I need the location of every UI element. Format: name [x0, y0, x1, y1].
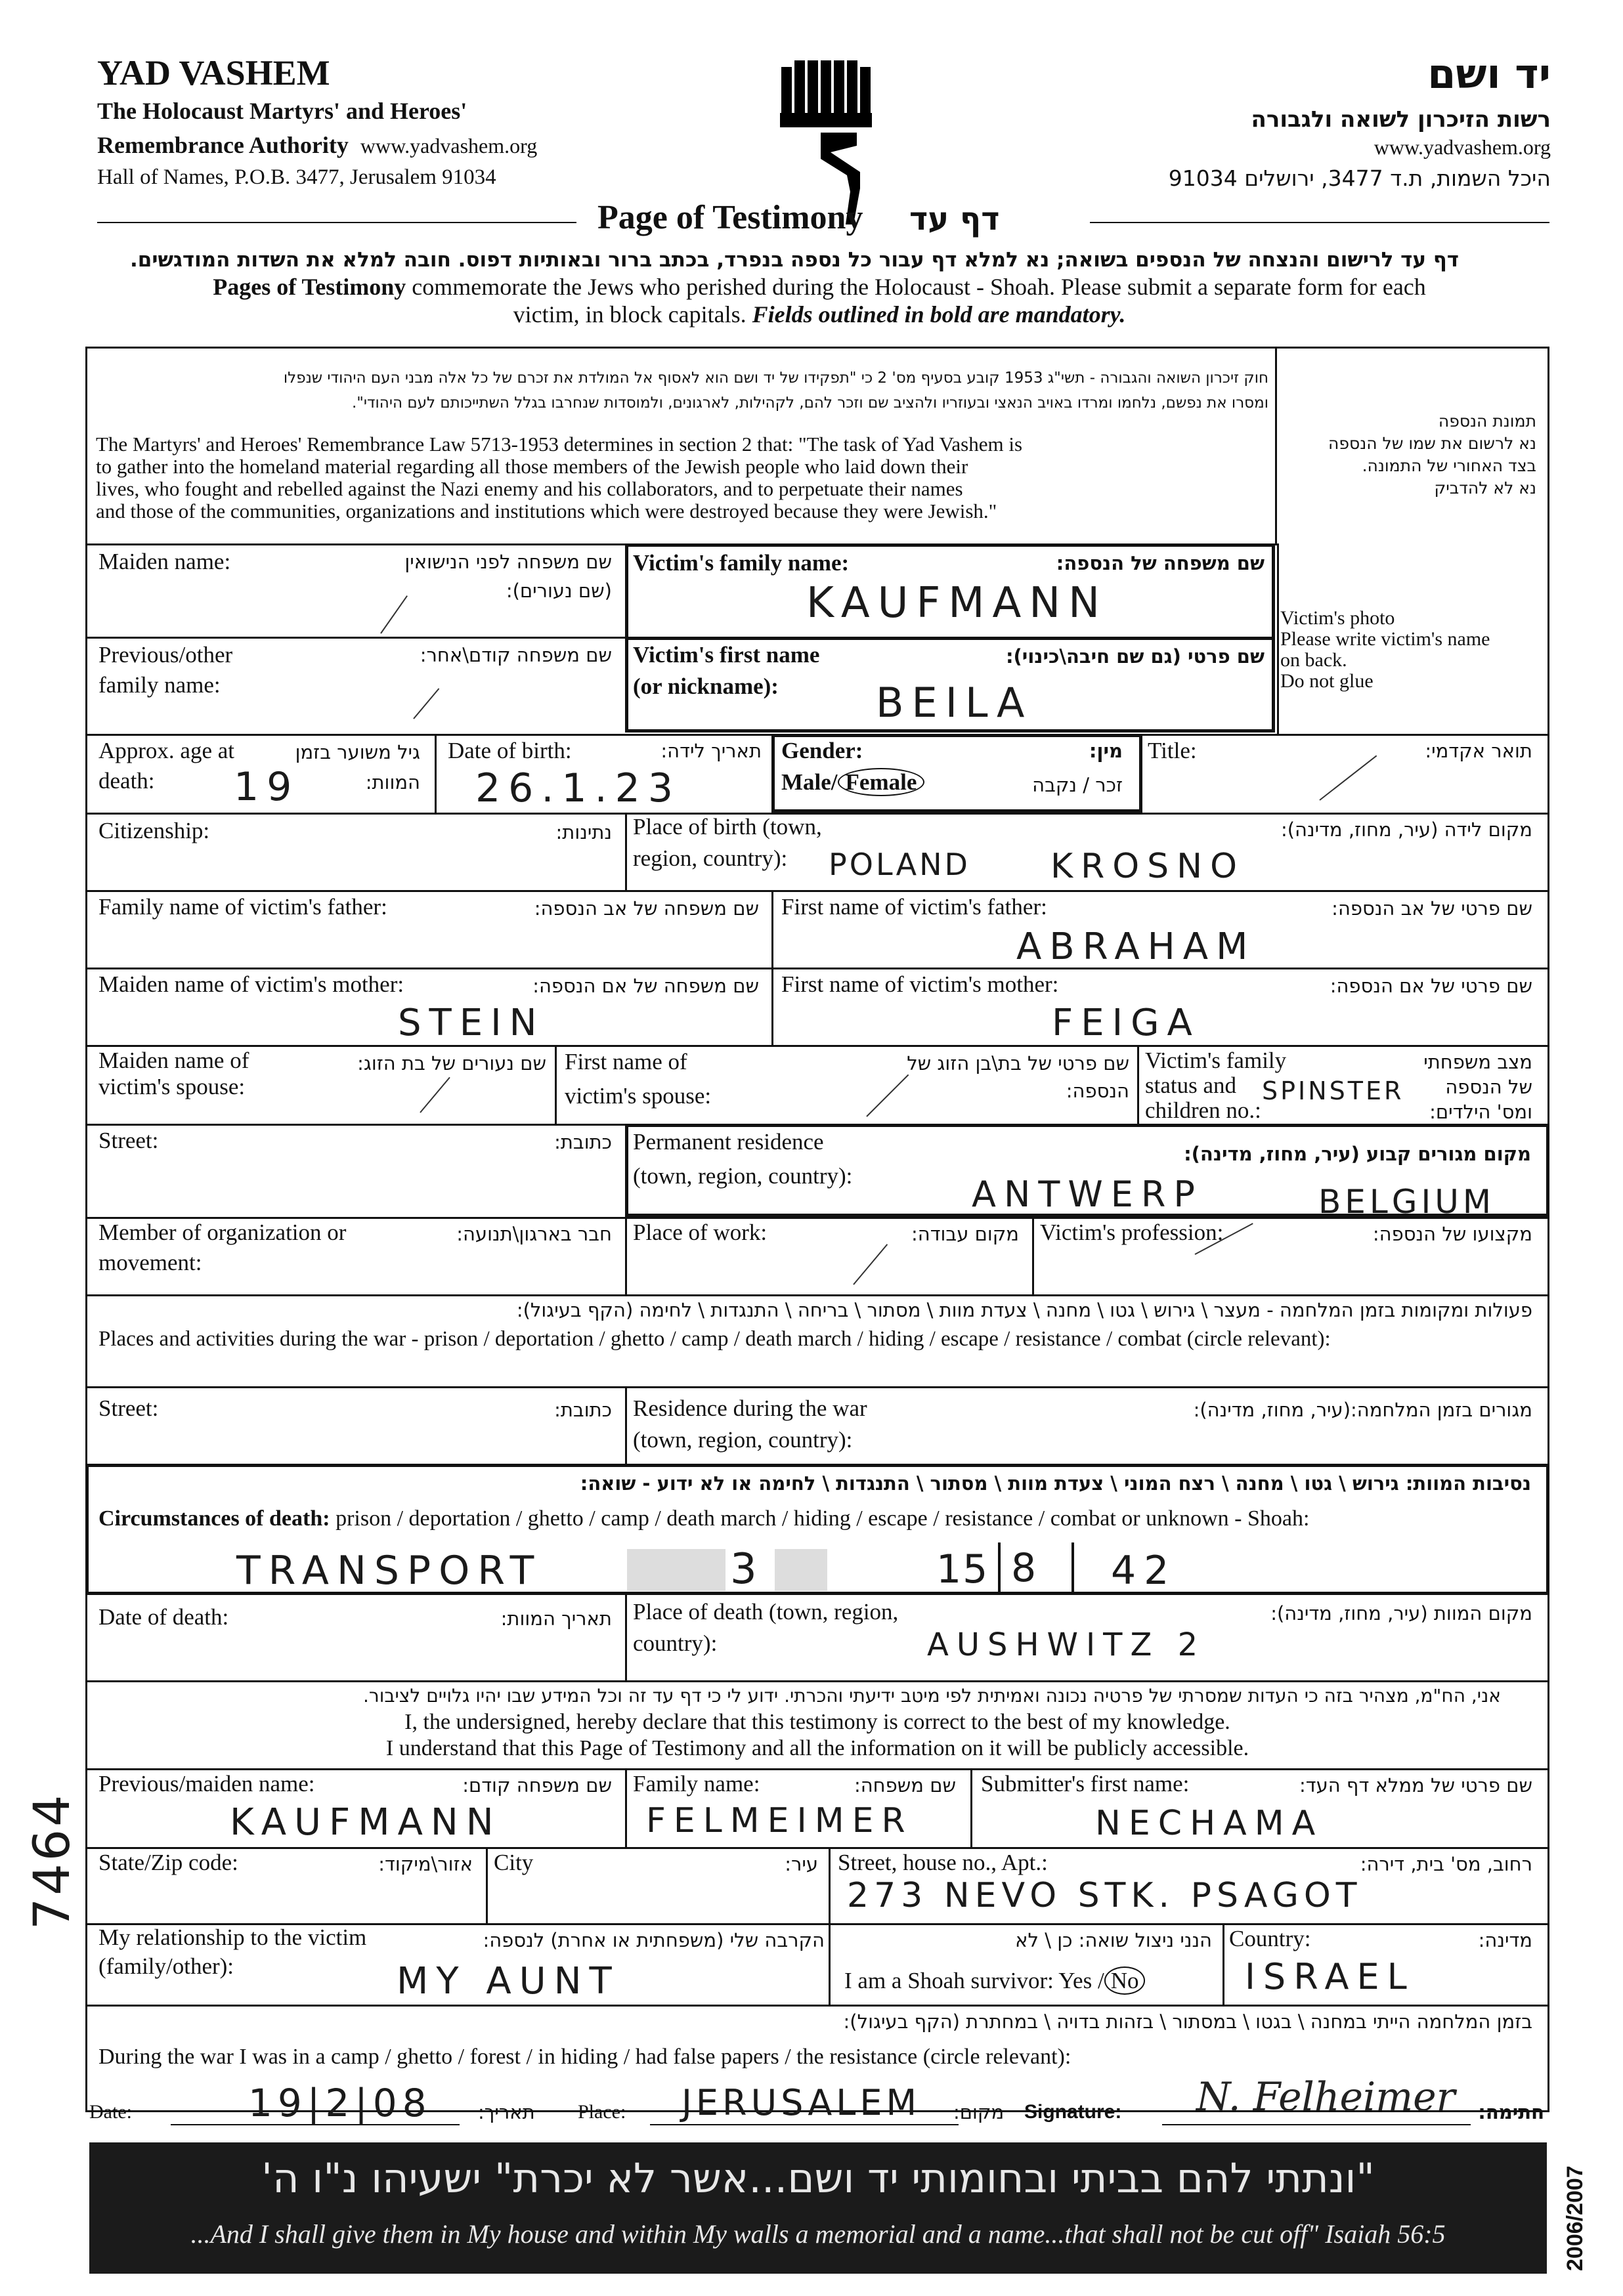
country-value[interactable]: ISRAEL — [1245, 1956, 1415, 1997]
circumstances-year-value[interactable]: 42 — [1111, 1548, 1177, 1594]
submitter-street-label-he: רחוב, מס' בית, דירה: — [1360, 1853, 1532, 1875]
mother-first-label: First name of victim's mother: — [781, 971, 1059, 997]
circumstances-label: Circumstances of death: prison / deportation / ghetto / camp / death march / hiding / escape / resistance / combat or unknown - Shoah: — [98, 1506, 1310, 1531]
title-label: Title: — [1148, 738, 1197, 763]
quote-en: ...And I shall give them in My house and within My walls a memorial and a name...that shall not be cut off" Isaiah 56:5 — [190, 2219, 1446, 2249]
quote-banner — [89, 2142, 1547, 2274]
member-label-2: movement: — [98, 1250, 202, 1275]
submitter-street-value[interactable]: 273 NEVO STK. PSAGOT — [847, 1876, 1362, 1915]
father-first-label: First name of victim's father: — [781, 894, 1047, 920]
place-value[interactable]: JERUSALEM — [682, 2082, 921, 2123]
circumstances-label-he: נסיבות המוות: גירוש \ גטו \ מחנה \ רצח המוני \ צעדת מוות \ מסתור \ התנגדות \ לחימה או לא ידוע - שואה: — [580, 1472, 1531, 1495]
pob-label-he: מקום לידה (עיר, מחוז, מדינה): — [1280, 818, 1532, 841]
maiden-name-label: Maiden name: — [98, 549, 231, 574]
war-experience-label: During the war I was in a camp / ghetto / forest / in hiding / had false papers / the resistance (circle relevant): — [98, 2045, 1071, 2069]
gender-label-he: מין: — [1089, 740, 1123, 762]
spouse-first-label-2: victim's spouse: — [565, 1083, 712, 1109]
circumstances-number-value[interactable]: 3 — [730, 1545, 765, 1594]
war-residence-label-2: (town, region, country): — [633, 1427, 853, 1453]
submitter-family-label: Family name: — [633, 1771, 760, 1796]
date-value[interactable]: 19|2|08 — [248, 2081, 432, 2125]
header-rule-right — [1090, 222, 1549, 223]
street-label-he: כתובת: — [554, 1131, 612, 1153]
law-text-en-1: The Martyrs' and Heroes' Remembrance Law 5713-1953 determines in section 2 that: "The task of Yad Vashem is — [96, 433, 1023, 456]
family-status-value[interactable]: SPINSTER — [1262, 1076, 1404, 1105]
signature-value[interactable]: N. Felheimer — [1196, 2074, 1456, 2120]
photo-en-2: Please write victim's name — [1280, 628, 1490, 650]
org-name-he: יד ושם — [1427, 50, 1551, 98]
street-label: Street: — [98, 1128, 159, 1153]
website-he[interactable]: www.yadvashem.org — [1374, 135, 1551, 159]
row-rule — [85, 1847, 1549, 1849]
row-rule — [85, 1045, 1549, 1047]
date-label: Date: — [89, 2101, 132, 2123]
first-name-label-he: שם פרטי (גם שם חיבה\כינוי): — [1005, 645, 1265, 668]
law-text-en-2: to gather into the homeland material regarding all those members of the Jewish people who laid down their — [96, 455, 968, 478]
address-he: היכל השמות, ת.ד 3477, ירושלים 91034 — [1168, 165, 1551, 191]
places-label-he: פעולות ומקומות בזמן המלחמה - מעצר \ גירוש \ גטו \ מחנה \ צעדת מוות \ מסתור \ בריחה \ התנגדות \ לחימה (הקף בעיגול): — [516, 1299, 1532, 1321]
col-rule — [435, 734, 437, 813]
relationship-label-2: (family/other): — [98, 1953, 234, 1979]
spouse-maiden-label: Maiden name of — [98, 1048, 249, 1073]
spouse-maiden-label-he: שם נעורים של בת הזוג: — [357, 1052, 546, 1074]
circumstances-month-value[interactable]: 8 — [1011, 1545, 1045, 1591]
family-status-label: Victim's family — [1145, 1048, 1287, 1073]
col-rule — [625, 1217, 627, 1294]
address-en: Hall of Names, P.O.B. 3477, Jerusalem 91034 — [97, 165, 496, 189]
citizenship-label: Citizenship: — [98, 818, 210, 843]
row-rule — [85, 1386, 1549, 1388]
father-first-name-value[interactable]: ABRAHAM — [1016, 925, 1256, 968]
maiden-name-label-he: שם משפחה לפני הנישואין — [404, 551, 612, 573]
quote-he: "ונתתי להם בביתי ובחומותי יד ושם...אשר לא יכרת" ישעיהו נ"ו ה' — [261, 2154, 1375, 2202]
place-of-death-value[interactable]: AUSHWITZ 2 — [927, 1626, 1206, 1663]
col-rule — [625, 1768, 627, 1847]
photo-en-3: on back. — [1280, 649, 1347, 671]
submitter-first-label-he: שם פרטי של ממלא דף העד: — [1299, 1774, 1532, 1796]
spouse-first-label-he-2: הנספה: — [1066, 1080, 1129, 1102]
submitter-prev-name-label: Previous/maiden name: — [98, 1771, 315, 1796]
pod-label-he: מקום המוות (עיר, מחוז, מדינה): — [1270, 1602, 1532, 1625]
instructions-en-2: victim, in block capitals. Fields outlined in bold are mandatory. — [513, 301, 1126, 328]
citizenship-label-he: נתינות: — [555, 821, 612, 843]
father-first-label-he: שם פרטי של אב הנספה: — [1331, 897, 1532, 920]
profession-label: Victim's profession: — [1040, 1220, 1224, 1245]
first-name-label-2: (or nickname): — [633, 673, 779, 699]
war-street-label: Street: — [98, 1395, 159, 1421]
age-label-he-2: המוות: — [365, 771, 420, 794]
photo-he-4: נא לא להדביק — [1434, 478, 1536, 498]
org-subtitle-en-2: Remembrance Authority www.yadvashem.org — [97, 132, 538, 158]
signature-label: Signature: — [1024, 2101, 1122, 2123]
family-name-label: Victim's family name: — [633, 550, 850, 576]
signature-line — [1162, 2124, 1471, 2125]
family-status-label-he-3: ומס' הילדים: — [1429, 1101, 1532, 1123]
dob-label-he: תאריך לידה: — [660, 740, 762, 762]
row-rule — [85, 1680, 1549, 1682]
submitter-prev-name-label-he: שם משפחה קודם: — [462, 1774, 612, 1796]
war-street-label-he: כתובת: — [554, 1399, 612, 1421]
survivor-selected[interactable]: No — [1104, 1966, 1146, 1995]
submitter-street-label: Street, house no., Apt.: — [838, 1850, 1048, 1875]
place-label-he: מקום: — [953, 2101, 1005, 2123]
redacted-mark — [775, 1549, 827, 1591]
org-subtitle-he: רשות הזיכרון לשואה ולגבורה — [1251, 106, 1551, 133]
form-title-he: דף עד — [909, 201, 1000, 238]
place-label: Place: — [578, 2101, 626, 2123]
mother-maiden-label: Maiden name of victim's mother: — [98, 971, 404, 997]
victim-family-name-value[interactable]: KAUFMANN — [806, 579, 1108, 627]
age-label-he: גיל משוער בזמן — [295, 741, 420, 763]
law-text-he-1: חוק זיכרון השואה והגבורה - תשי"ג 1953 קובע בסעיף מס' 2 כי "תפקידו של יד ושם הוא לאסוף אל המולדת את זכרם של כל אלה מבני העם היהודי שנפלו — [283, 370, 1268, 387]
law-text-he-2: ומסרו את נפשם, נלחמו ומרדו באויב הנאצי ובעוזריו ולהציב שם וזכר להם, לקהילות, לארגונים, ולמוסדות שנחרבו בגלל השתייכותם לעם היהודי". — [351, 394, 1268, 412]
residence-label: Permanent residence — [633, 1129, 824, 1155]
mother-first-label-he: שם פרטי של אם הנספה: — [1330, 975, 1532, 997]
photo-en-4: Do not glue — [1280, 670, 1374, 692]
pod-label-2: country): — [633, 1630, 718, 1656]
col-rule — [970, 1768, 972, 1847]
mother-maiden-name-value[interactable]: STEIN — [398, 1002, 545, 1044]
row-rule — [85, 967, 1549, 969]
row-rule — [85, 1768, 1549, 1770]
country-label-he: מדינה: — [1478, 1929, 1532, 1951]
dob-label: Date of birth: — [448, 738, 572, 763]
row-rule — [85, 637, 625, 639]
form-title-en: Page of Testimony — [597, 199, 863, 236]
work-label-he: מקום עבודה: — [911, 1223, 1019, 1245]
work-label: Place of work: — [633, 1220, 768, 1245]
spouse-first-label-he: שם פרטי של בת\בן הזוג של — [907, 1052, 1129, 1074]
law-text-en-4: and those of the communities, organizations and institutions which were destroyed because they were Jewish." — [96, 500, 997, 522]
gender-selected[interactable]: Female — [838, 768, 925, 796]
victim-first-name-value[interactable]: BEILA — [876, 679, 1033, 727]
place-line — [650, 2124, 959, 2125]
survivor-label: I am a Shoah survivor: Yes / No — [844, 1968, 1145, 1994]
col-rule — [1032, 1217, 1034, 1294]
declaration-en-1: I, the undersigned, hereby declare that this testimony is correct to the best of my knowledge. — [404, 1710, 1230, 1734]
war-residence-label-he: מגורים בזמן המלחמה:(עיר, מחוז, מדינה): — [1193, 1399, 1532, 1421]
relationship-value[interactable]: MY AUNT — [397, 1960, 620, 2003]
submitter-family-label-he: שם משפחה: — [854, 1774, 956, 1796]
pob-label-2: region, country): — [633, 845, 788, 871]
relationship-label: My relationship to the victim — [98, 1924, 367, 1950]
circumstances-day-value[interactable]: 15 — [936, 1546, 989, 1592]
row-rule — [85, 890, 1549, 892]
profession-label-he: מקצועו של הנספה: — [1372, 1223, 1532, 1245]
col-rule — [486, 1847, 488, 1923]
pob-label: Place of birth (town, — [633, 814, 822, 840]
family-status-label-2: status and — [1145, 1073, 1237, 1098]
father-family-label: Family name of victim's father: — [98, 894, 387, 920]
stamp-number: 7464 — [22, 1792, 81, 1930]
row-rule — [85, 1217, 1549, 1219]
country-label: Country: — [1229, 1926, 1311, 1951]
col-rule — [555, 1045, 557, 1124]
member-label-he: חבר בארגון\תנועה: — [456, 1223, 612, 1245]
previous-name-label-2: family name: — [98, 672, 221, 698]
org-subtitle-en: The Holocaust Martyrs' and Heroes' — [97, 98, 467, 124]
city-label: City — [494, 1850, 534, 1875]
mother-first-name-value[interactable]: FEIGA — [1052, 1002, 1200, 1044]
mother-maiden-label-he: שם משפחה של אם הנספה: — [532, 975, 759, 997]
dob-value[interactable]: 26.1.23 — [475, 765, 682, 811]
org-name-en: YAD VASHEM — [97, 53, 330, 93]
submitter-first-label: Submitter's first name: — [981, 1771, 1190, 1796]
family-status-label-3: children no.: — [1145, 1097, 1261, 1123]
photo-he-1: תמונת הנספה — [1438, 412, 1536, 431]
declaration-he: אני, הח"מ, מצהיר בזה כי העדות שמסרתי של פרטיה נכונה ואמיתית לפי מיטב ידיעתי והכרתי. ידוע לי כי דף עד זה וכל המידע שבו יהיו גלויים לציבור. — [363, 1685, 1501, 1707]
war-residence-label: Residence during the war — [633, 1395, 867, 1421]
col-rule — [1223, 1923, 1224, 2005]
signature-label-he: חתימה: — [1478, 2101, 1544, 2123]
submitter-prev-name-value[interactable]: KAUFMANN — [230, 1801, 502, 1844]
col-rule — [625, 813, 627, 890]
photo-he-2: נא לרשום את שמו של הנספה — [1328, 434, 1536, 453]
row-rule — [625, 637, 1275, 640]
circumstances-transport-value[interactable]: TRANSPORT — [236, 1548, 542, 1594]
city-label-he: עיר: — [785, 1853, 818, 1875]
photo-left-rule — [1277, 543, 1279, 734]
dod-label: Date of death: — [98, 1604, 229, 1630]
gender-label: Gender: — [781, 738, 863, 763]
col-rule — [829, 1847, 831, 2005]
law-text-en-3: lives, who fought and rebelled against the Nazi enemy and his collaborators, and to perpetuate their names — [96, 477, 963, 500]
law-divider — [1275, 347, 1277, 543]
zip-label: State/Zip code: — [98, 1850, 238, 1875]
maiden-name-label-he-2: (שם נעורים): — [506, 580, 612, 602]
instructions-en: Pages of Testimony commemorate the Jews who perished during the Holocaust - Shoah. Please submit a separate form for each — [213, 274, 1426, 300]
war-experience-label-he: בזמן המלחמה הייתי במחנה \ בגטו \ במסתור \ בזהות בדויה \ במחתרת (הקף בעיגול): — [843, 2010, 1532, 2033]
photo-en-1: Victim's photo — [1280, 607, 1395, 629]
submitter-first-name-value[interactable]: NECHAMA — [1095, 1804, 1324, 1843]
photo-he-3: בצד האחורי של התמונה. — [1362, 456, 1536, 475]
date-separator — [1071, 1542, 1074, 1594]
instructions-he: דף עד לרישום והנצחה של הנספים בשואה; נא למלא דף עבור כל נספה בנפרד, בכתב ברור ובאותיות דפוס. חובה למלא את השדות המודגשים. — [130, 248, 1459, 272]
residence-label-2: (town, region, country): — [633, 1163, 853, 1189]
places-label: Places and activities during the war - prison / deportation / ghetto / camp / death march / hiding / escape / resistance / combat (circle relevant): — [98, 1327, 1331, 1351]
first-name-label: Victim's first name — [633, 642, 820, 668]
residence-label-he: מקום מגורים קבוע (עיר, מחוז, מדינה): — [1184, 1143, 1531, 1165]
member-label: Member of organization or — [98, 1220, 347, 1245]
family-status-label-he-2: של הנספה — [1445, 1076, 1532, 1098]
form-code: 2006/2007 — [1563, 2165, 1588, 2271]
col-rule — [1137, 1045, 1139, 1124]
date-separator — [998, 1542, 1001, 1594]
age-label-2: death: — [98, 768, 155, 794]
website-link[interactable]: www.yadvashem.org — [360, 134, 538, 158]
relationship-label-he: הקרבה שלי (משפחתית או אחרת) לנספה: — [483, 1929, 825, 1951]
father-family-label-he: שם משפחה של אב הנספה: — [534, 897, 759, 920]
previous-name-label-he: שם משפחה קודם\אחר: — [420, 644, 612, 666]
previous-name-label: Previous/other — [98, 642, 233, 668]
family-status-label-he: מצב משפחתי — [1423, 1051, 1532, 1073]
age-value[interactable]: 19 — [234, 764, 300, 810]
col-rule — [625, 1386, 627, 1464]
dod-label-he: תאריך המוות: — [500, 1607, 612, 1630]
gender-label-he-2: זכר / נקבה — [1032, 774, 1123, 796]
pob-country-value[interactable]: POLAND — [829, 847, 970, 882]
row-rule — [85, 1294, 1549, 1296]
declaration-en-2: I understand that this Page of Testimony and all the information on it will be publicly accessible. — [385, 1736, 1249, 1760]
redacted-mark — [627, 1549, 725, 1591]
zip-label-he: אזור\מיקוד: — [378, 1853, 473, 1875]
survivor-label-he: הנני ניצול שואה: כן \ לא — [1015, 1929, 1212, 1951]
pob-town-value[interactable]: KROSNO — [1050, 847, 1245, 886]
title-label-he: תואר אקדמי: — [1425, 740, 1532, 762]
date-label-he: תאריך: — [478, 2101, 535, 2123]
row-rule — [85, 2005, 1549, 2007]
residence-country-value[interactable]: BELGIUM — [1318, 1183, 1495, 1221]
spouse-maiden-label-2: victim's spouse: — [98, 1074, 246, 1099]
age-label: Approx. age at — [98, 738, 235, 763]
residence-city-value[interactable]: ANTWERP — [972, 1174, 1203, 1215]
submitter-family-name-value[interactable]: FELMEIMER — [646, 1801, 913, 1840]
pod-label: Place of death (town, region, — [633, 1599, 899, 1625]
col-rule — [625, 1595, 627, 1680]
family-name-label-he: שם משפחה של הנספה: — [1056, 552, 1265, 574]
spouse-first-label: First name of — [565, 1049, 687, 1074]
header-rule-left — [97, 222, 576, 223]
gender-options: Male/ Female — [781, 769, 924, 796]
